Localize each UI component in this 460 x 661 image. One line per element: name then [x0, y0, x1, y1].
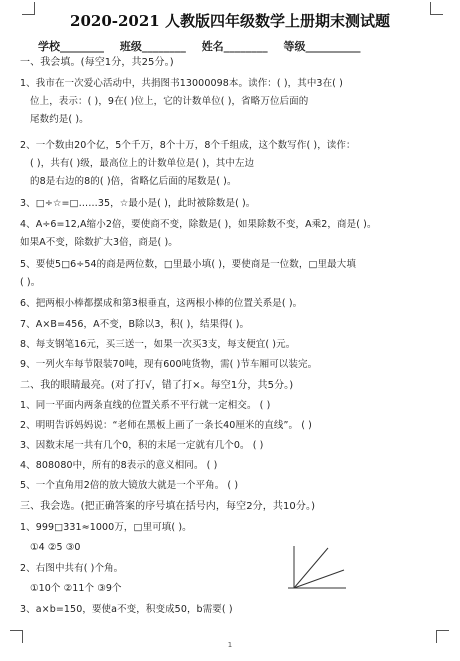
question-line: 5、要使5□6÷54的商是两位数，□里最小填( )，要使商是一位数，□里最大填 — [20, 259, 356, 270]
student-info-row — [38, 38, 373, 54]
question-line: 6、把两根小棒都摆成和第3根垂直，这两根小棒的位置关系是( )。 — [20, 298, 303, 309]
angle-figure — [280, 540, 350, 600]
question-line: 3、a×b=150，要使a不变，积变成50，b需要( ) — [20, 604, 233, 615]
school-field: 学校________ — [38, 40, 104, 53]
question-line: 4、808080中，所有的8表示的意义相同。 ( ) — [20, 460, 218, 471]
question-line: 5、一个直角用2倍的放大镜放大就是一个平角。 ( ) — [20, 480, 239, 491]
section-heading-1: 一、我会填。(每空1分，共25分。) — [20, 57, 174, 68]
question-line: 尾数约是( )。 — [30, 114, 89, 125]
question-line: 8、每支钢笔16元，买三送一，如果一次买3支，每支便宜( )元。 — [20, 339, 296, 350]
grade-field: 等级__________ — [283, 40, 361, 53]
corner-mark-top-left — [22, 2, 35, 15]
corner-mark-top-right — [430, 2, 443, 15]
exam-title: 2020-2021 人教版四年级数学上册期末测试题 — [70, 12, 390, 30]
question-line: 7、A×B=456，A不变，B除以3，积( )，结果得( )。 — [20, 319, 250, 330]
question-line: 1、同一平面内两条直线的位置关系不平行就一定相交。 ( ) — [20, 400, 271, 411]
question-line: 9、一列火车每节限装70吨，现有600吨货物，需( )节车厢可以装完。 — [20, 359, 318, 370]
question-line: 1、999□331≈1000万，□里可填( )。 — [20, 522, 192, 533]
question-line: 2、明明告诉妈妈说：“老师在黑板上画了一条长40厘米的直线”。 ( ) — [20, 420, 312, 431]
question-line: 的8是右边的8的( )倍，省略亿后面的尾数是( )。 — [30, 176, 237, 187]
name-field: 姓名________ — [201, 40, 268, 53]
question-line: ( )。 — [20, 277, 41, 288]
question-line: ( )，共有( )级，最高位上的计数单位是( )，其中左边 — [30, 158, 255, 169]
question-line: 2、一个数由20个亿，5个千万，8个十万，8个千组成，这个数写作( )，读作： — [20, 140, 356, 151]
class-field: 班级________ — [119, 40, 186, 53]
question-line: 1、我市在一次爱心活动中，共捐图书13000098本。读作：( )，其中3在( ) — [20, 78, 343, 89]
question-line: 2、右图中共有( )个角。 — [20, 563, 124, 574]
question-line: 4、A÷6=12,A缩小2倍，要使商不变，除数是( )，如果除数不变，A乘2，商是( )。 — [20, 219, 377, 230]
section-heading-2: 二、我的眼睛最亮。(对了打√，错了打×。每空1分，共5分。) — [20, 380, 294, 391]
section-heading-3: 三、我会选。(把正确答案的序号填在括号内，每空2分，共10分。) — [20, 501, 316, 512]
choice-line: ①10个 ②11个 ③9个 — [30, 583, 122, 594]
choice-line: ①4 ②5 ③0 — [30, 542, 81, 553]
question-line: 3、□÷☆=□……35，☆最小是( )，此时被除数是( )。 — [20, 198, 256, 209]
question-line: 3、因数末尾一共有几个0，积的末尾一定就有几个0。 ( ) — [20, 440, 264, 451]
question-line: 位上，表示：( )，9在( )位上，它的计数单位( )，省略万位后面的 — [30, 96, 309, 107]
page-number: 1 — [227, 641, 233, 649]
question-line: 如果A不变，除数扩大3倍，商是( )。 — [20, 237, 178, 248]
